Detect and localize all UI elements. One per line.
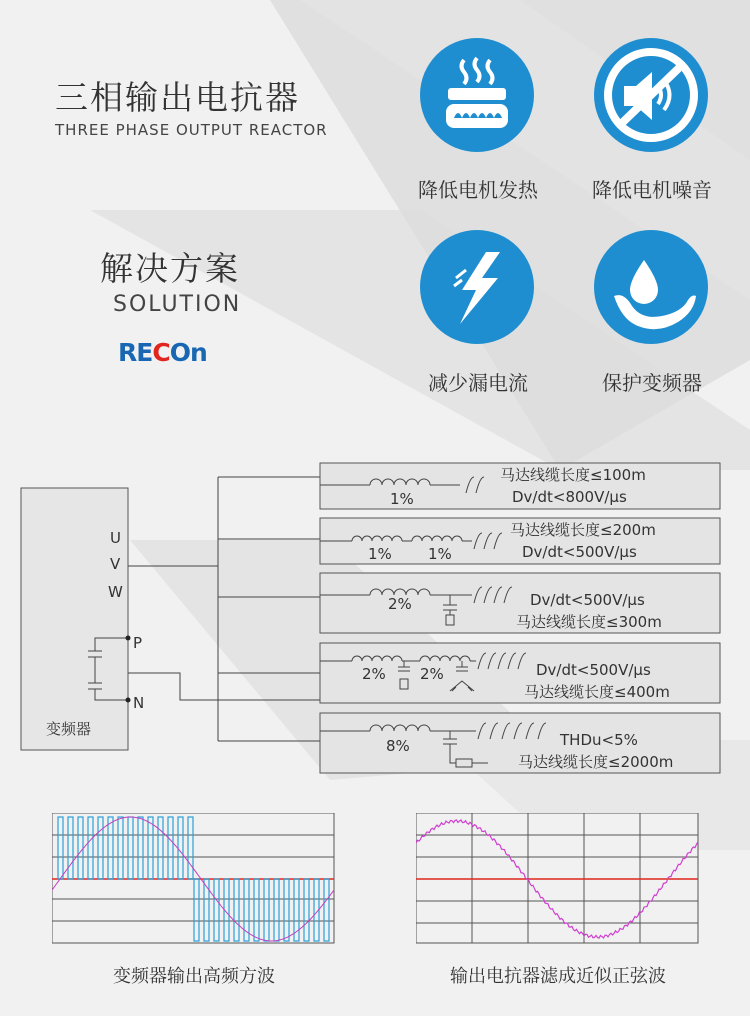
benefit-label-1: 降低电机发热 <box>418 178 538 202</box>
motor-heat-icon <box>420 38 534 152</box>
svg-text:马达线缆长度≤2000m: 马达线缆长度≤2000m <box>518 753 674 771</box>
benefit-label-4: 保护变频器 <box>602 371 702 395</box>
svg-text:2%: 2% <box>420 665 444 683</box>
svg-text:1%: 1% <box>368 545 392 563</box>
solution-subtitle: SOLUTION <box>113 292 242 317</box>
right-wave-caption: 输出电抗器滤成近似正弦波 <box>450 966 666 987</box>
page-subtitle: THREE PHASE OUTPUT REACTOR <box>55 121 328 139</box>
svg-text:马达线缆长度≤400m: 马达线缆长度≤400m <box>524 683 670 701</box>
svg-text:马达线缆长度≤100m: 马达线缆长度≤100m <box>500 466 646 484</box>
svg-text:Dv/dt<500V/μs: Dv/dt<500V/μs <box>522 543 637 561</box>
option-box-2 <box>320 518 720 564</box>
solution-title: 解决方案 <box>100 249 240 288</box>
svg-text:1%: 1% <box>428 545 452 563</box>
svg-text:马达线缆长度≤300m: 马达线缆长度≤300m <box>516 613 662 631</box>
water-drop-hand-icon <box>594 230 708 344</box>
option-box-5 <box>320 713 720 773</box>
svg-text:THDu<5%: THDu<5% <box>560 731 638 749</box>
terminal-u: U <box>110 529 121 547</box>
brand-logo-part3: On <box>169 338 207 367</box>
svg-text:Dv/dt<500V/μs: Dv/dt<500V/μs <box>536 661 651 679</box>
benefit-label-3: 减少漏电流 <box>428 371 528 395</box>
option-box-1 <box>320 463 720 509</box>
brand-logo <box>118 338 207 367</box>
terminal-w: W <box>108 583 123 601</box>
mute-speaker-icon <box>594 38 708 152</box>
option-box-4 <box>320 643 720 703</box>
wiring-diagram <box>0 455 750 785</box>
page-title: 三相输出电抗器 <box>55 78 300 117</box>
terminal-v: V <box>110 555 121 573</box>
svg-text:Dv/dt<500V/μs: Dv/dt<500V/μs <box>530 591 645 609</box>
sine-wave-plot <box>416 813 700 945</box>
svg-text:马达线缆长度≤200m: 马达线缆长度≤200m <box>510 521 656 539</box>
svg-text:1%: 1% <box>390 490 414 508</box>
inverter-box <box>21 488 128 750</box>
left-wave-caption: 变频器输出高频方波 <box>113 966 275 987</box>
option-box-3 <box>320 573 720 633</box>
svg-text:8%: 8% <box>386 737 410 755</box>
brand-logo-part1: RE <box>118 338 153 367</box>
svg-text:Dv/dt<800V/μs: Dv/dt<800V/μs <box>512 488 627 506</box>
svg-text:2%: 2% <box>388 595 412 613</box>
square-wave-plot <box>52 813 336 945</box>
terminal-p: P <box>133 634 143 652</box>
svg-text:2%: 2% <box>362 665 386 683</box>
lightning-icon <box>420 230 534 344</box>
benefit-label-2: 降低电机噪音 <box>592 178 712 202</box>
terminal-n: N <box>133 694 145 712</box>
inverter-label: 变频器 <box>46 720 92 738</box>
brand-logo-part2: C <box>152 338 170 367</box>
